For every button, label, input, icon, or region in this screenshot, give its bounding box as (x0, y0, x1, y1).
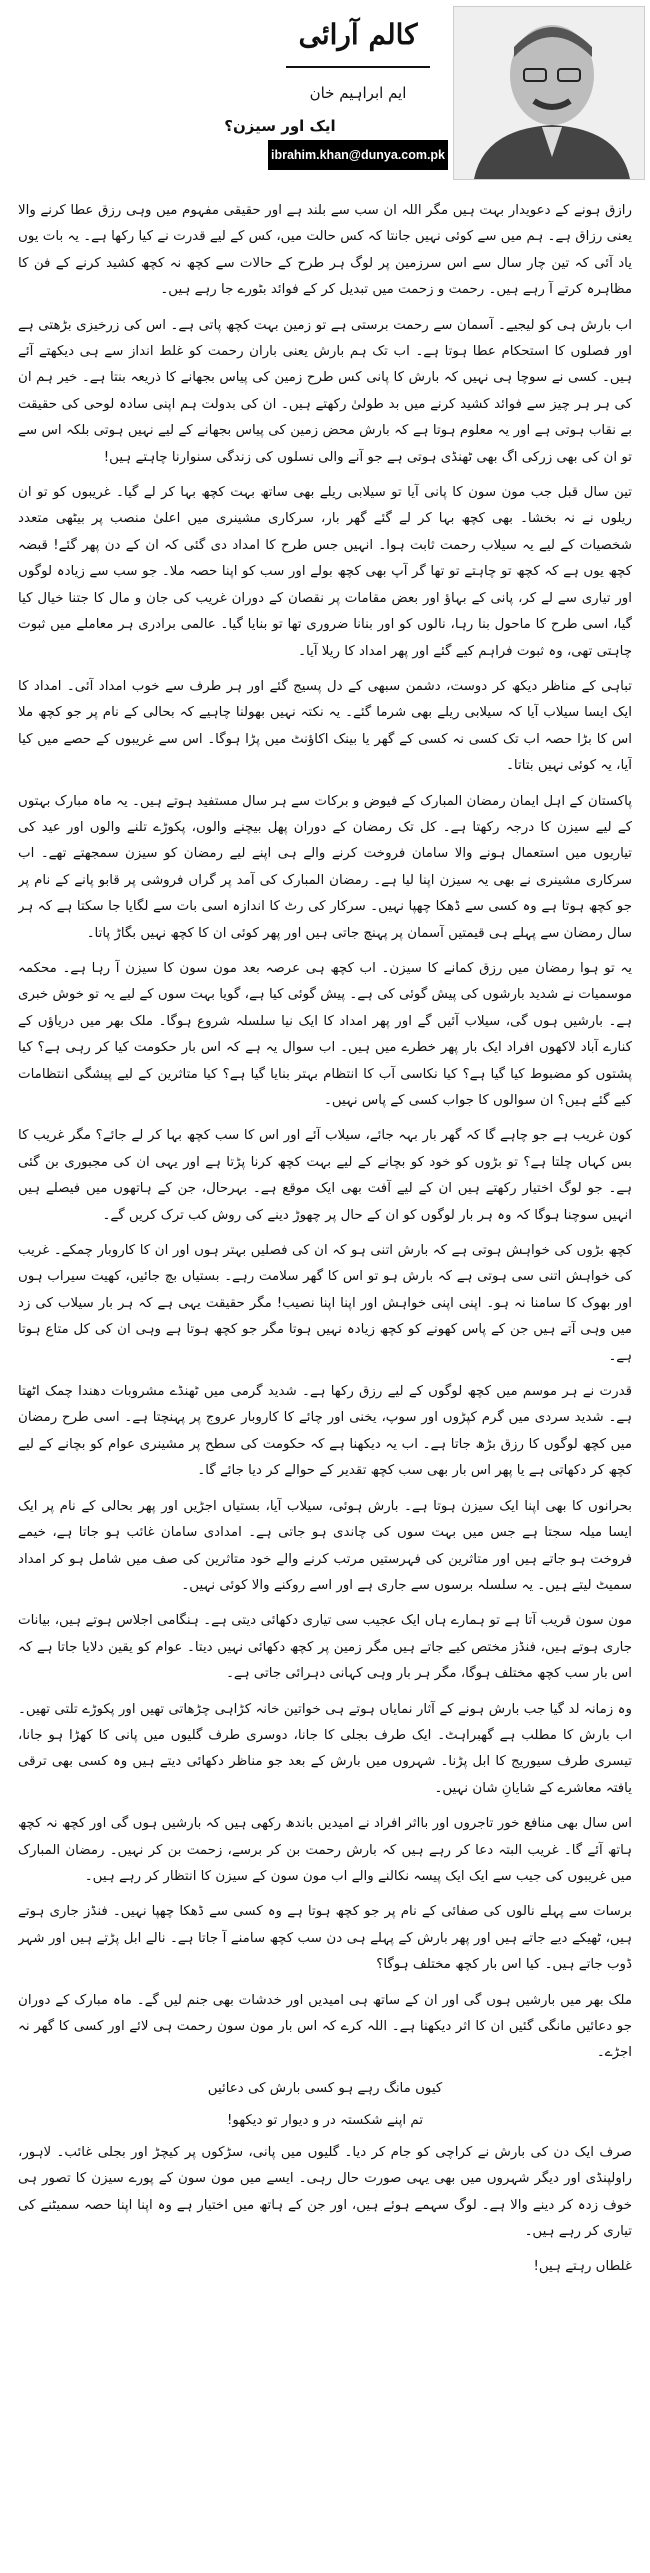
paragraph: یہ تو ہوا رمضان میں رزق کمانے کا سیزن۔ اب کچھ ہی عرصہ بعد مون سون کا سیزن آ رہا ہے۔ محکمہ موسمیات نے شدید بارشوں کی پیش گوئی کی ہے۔ پیش گوئی کیا ہے، گویا بہت سوں کے لیے یہ تو خوش خبری ہے۔ بارشیں ہوں گی، سیلاب آئیں گے اور پھر امداد کا ایک نیا سلسلہ شروع ہوگا۔ ملک بھر میں دریاؤں کے کنارے آباد لاکھوں افراد ایک بار پھر خطرے میں ہیں۔ اب سوال یہ ہے کہ اس بار حکومت کیا کر رہی ہے؟ کیا پشتوں کو مضبوط کیا گیا ہے؟ کیا نکاسی آب کا انتظام بہتر بنایا گیا ہے؟ کیا متاثرین کے لیے پیشگی انتظامات کیے گئے ہیں؟ ان سوالوں کا جواب کسی کے پاس نہیں۔ (18, 960, 632, 1108)
paragraph: کون غریب ہے جو چاہے گا کہ گھر بار بہہ جائے، سیلاب آئے اور اس کا سب کچھ بہا کر لے جائے؟ مگر غریب کا بس کہاں چلتا ہے؟ تو بڑوں کو خود کو بچانے کے لیے بہت کچھ کرنا پڑتا ہے اور یہی ان کی مجبوری بن گئی ہے۔ جو لوگ اختیار رکھتے ہیں ان کے لیے آفت بھی ایک موقع ہے۔ بہرحال، جن کے ہاتھوں میں فیصلے ہیں انہیں سوچنا ہوگا کہ وہ ہر بار لوگوں کو ان کے حال پر چھوڑ دینے کی روش کب ترک کریں گے۔ (18, 1128, 632, 1223)
paragraph: تین سال قبل جب مون سون کا پانی آیا تو سیلابی ریلے بھی ساتھ بہت کچھ بہا کر لے گیا۔ غریبوں کو تو ان ریلوں نے نہ بخشا۔ بھی کچھ بہا کر لے گئے گھر بار، سرکاری مشینری میں اعلیٰ منصب پر بیٹھی متعدد شخصیات کے لیے یہ سیلاب رحمت ثابت ہوا۔ انہیں جس طرح کا امداد دی گئی کہ ان کے دن پھر گئے! قبضہ کچھ یوں ہے کہ کچھ تو چاہتے تو تھا گر آپ بھی کچھ بولے اور سب کو اپنا حصہ ملا۔ جو سب سے زیادہ لوگوں اور تیاری سے لے کر، پانی کے بہاؤ اور بعض مقامات پر نقصان کے دوران غریب کی جان و مال کا جتنا خیال کیا گیا، اسی طرح کا ماحول بنا رہا، نالوں کو اور بنانا ضروری تھا تو بنایا گیا۔ عالمی برادری ہر معاملے میں ثبوت چاہتی تھی، وہ ثبوت فراہم کیے گئے اور پھر امداد کا ریلا آیا۔ (18, 485, 632, 659)
paragraph: مون سون قریب آتا ہے تو ہمارے ہاں ایک عجیب سی تیاری دکھائی دیتی ہے۔ ہنگامی اجلاس ہوتے ہیں، بیانات جاری ہوتے ہیں، فنڈز مختص کیے جاتے ہیں مگر زمین پر کچھ دکھائی نہیں دیتا۔ عوام کو یقین دلایا جاتا ہے کہ اس بار سب کچھ مختلف ہوگا، مگر ہر بار وہی کہانی دہرائی جاتی ہے۔ (18, 1613, 632, 1682)
paragraph: تباہی کے مناظر دیکھ کر دوست، دشمن سبھی کے دل پسیج گئے اور ہر طرف سے خوب امداد آئی۔ امداد کا ایک ایسا سیلاب آیا کہ سیلابی ریلے بھی شرما گئے۔ یہ نکتہ نہیں بھولنا چاہیے کہ بحالی کے نام پر جو کچھ ملا اس کا بڑا حصہ اب تک کسی نہ کسی کے گھر یا بینک اکاؤنٹ میں پڑا ہوگا۔ اس سے غریبوں کے حصے میں کیا آیا، یہ کوئی نہیں بتاتا۔ (18, 678, 632, 774)
paragraph: غلطاں رہتے ہیں! (533, 2259, 632, 2275)
paragraph: رازق ہونے کے دعویدار بہت ہیں مگر اللہ ان سب سے بلند ہے اور حقیقی مفہوم میں وہی رزق عطا کرنے والا یعنی رزاق ہے۔ ہم میں سے کوئی نہیں جانتا کہ کس حالت میں، کس کے لیے قدرت نے کیا رکھا ہے۔ یہ بات یوں یاد آئی کہ تین چار سال سے اس سرزمین پر لوگ ہر طرح کے حالات سے کچھ نہ کچھ کشید کرنے کے فن کا مظاہرہ کرتے آ رہے ہیں۔ رحمت و زحمت میں تبدیل کر کے فوائد بٹورے جا رہے ہیں۔ (18, 203, 632, 298)
column-masthead (0, 0, 650, 190)
author-email[interactable]: ibrahim.khan@dunya.com.pk (268, 140, 448, 170)
paragraph: برسات سے پہلے نالوں کی صفائی کے نام پر جو کچھ ہوتا ہے وہ کسی سے ڈھکا چھپا نہیں۔ فنڈز جاری ہوتے ہیں، ٹھیکے دیے جاتے ہیں اور پھر بارش کے پہلے ہی دن سب کچھ سامنے آ جاتا ہے۔ نالے ابل پڑتے ہیں اور شہر ڈوب جاتے ہیں۔ کیا اس بار کچھ مختلف ہوگا؟ (18, 1904, 632, 1973)
verse-line: کیوں مانگ رہے ہو کسی بارش کی دعائیں (207, 2080, 443, 2096)
paragraph: صرف ایک دن کی بارش نے کراچی کو جام کر دیا۔ گلیوں میں پانی، سڑکوں پر کیچڑ اور بجلی غائب۔ لاہور، راولپنڈی اور دیگر شہروں میں بھی یہی صورت حال رہی۔ ایسے میں مون سون کے پورے سیزن کا تصور ہی خوف زدہ کر دینے والا ہے۔ لوگ سہمے ہوئے ہیں، اور جن کے ہاتھ میں اختیار ہے وہ اپنا اپنا حصہ سمیٹنے کی تیاری کر رہے ہیں۔ (18, 2144, 632, 2240)
paragraph: قدرت نے ہر موسم میں کچھ لوگوں کے لیے رزق رکھا ہے۔ شدید گرمی میں ٹھنڈے مشروبات دھندا چمک اٹھتا ہے۔ شدید سردی میں گرم کپڑوں اور سوپ، یخنی اور چائے کا کاروبار عروج پر پہنچتا ہے۔ اسی طرح رمضان میں کچھ لوگوں کا رزق بڑھ جاتا ہے۔ اب یہ دیکھنا ہے کہ حکومت کی سطح پر مشینری عوام کو بچانے کے لیے کچھ کر دکھاتی ہے یا پھر اس بار بھی سب کچھ تقدیر کے حوالے کر دیا جائے گا۔ (18, 1384, 632, 1479)
author-name: ایم ابراہیم خان (309, 84, 407, 102)
column-name: کالم آرائی (298, 18, 418, 51)
author-portrait-icon (454, 7, 644, 179)
author-photo (453, 6, 645, 180)
verse-line: تم اپنے شکستہ در و دیوار تو دیکھو! (226, 2112, 424, 2128)
paragraph: کچھ بڑوں کی خواہش ہوتی ہے کہ بارش اتنی ہو کہ ان کی فصلیں بہتر ہوں اور ان کا کاروبار چمکے۔ غریب کی خواہش اتنی سی ہوتی ہے کہ بارش ہو تو اس کا گھر سلامت رہے۔ بستیاں بچ جائیں، کھیت سیراب ہوں اور بھوک کا سامنا نہ ہو۔ اپنی اپنی خواہش اور اپنا اپنا نصیب! مگر حقیقت یہی ہے کہ ہر بار سیلاب کی زد میں وہی آتے ہیں جن کے پاس کھونے کو کچھ زیادہ نہیں ہوتا مگر جو کچھ ہوتا ہے وہی ان کی کل متاع ہوتا ہے۔ (18, 1243, 632, 1364)
paragraph: اس سال بھی منافع خور تاجروں اور بااثر افراد نے امیدیں باندھ رکھی ہیں کہ بارشیں ہوں گی اور کچھ نہ کچھ ہاتھ آئے گا۔ غریب البتہ دعا کر رہے ہیں کہ بارش رحمت بن کر برسے، زحمت بن کر نہیں۔ رمضان المبارک میں غریبوں کی جیب سے ایک ایک پیسہ نکالنے والے اب مون سون کے سیزن کا انتظار کر رہے ہیں۔ (18, 1816, 632, 1884)
paragraph: ملک بھر میں بارشیں ہوں گی اور ان کے ساتھ ہی امیدیں اور خدشات بھی جنم لیں گے۔ ماہ مبارک کے دوران جو دعائیں مانگی گئیں ان کا اثر دیکھنا ہے۔ اللہ کرے کہ اس بار مون سون رحمت ہی لائے اور کسی کا گھر نہ اجڑے۔ (18, 1992, 632, 2061)
paragraph: اب بارش ہی کو لیجیے۔ آسمان سے رحمت برستی ہے تو زمین بہت کچھ پاتی ہے۔ اس کی زرخیزی بڑھتی ہے اور فصلوں کا استحکام عطا ہوتا ہے۔ اب تک ہم بارش یعنی باران رحمت کو غلط انداز سے ہی دیکھتے آئے ہیں۔ کسی نے سوچا ہی نہیں کہ بارش کا پانی کس طرح زمین کی پیاس بجھانے کا ذریعہ بنتا ہے۔ خیر ہم ان کی ہر ہر چیز سے فوائد کشید کرنے میں بد طولیٰ رکھتے ہیں۔ ان کی بدولت ہم اپنی سادہ لوحی کی حقیقت بے نقاب ہوتی ہے اور یہ معلوم ہوتا ہے کہ بارش محض زمین کی پیاس بجھانے کے لیے نہیں ہوتی بلکہ اس سے تو ان کی بھی زرکی اگ بھی ٹھنڈی ہوتی ہے جو آنے والی نسلوں کی زندگی سنوارنا چاہتے ہیں! (18, 317, 632, 465)
paragraph: بحرانوں کا بھی اپنا ایک سیزن ہوتا ہے۔ بارش ہوئی، سیلاب آیا، بستیاں اجڑیں اور پھر بحالی کے نام پر ایک ایسا میلہ سجتا ہے جس میں بہت سوں کی چاندی ہو جاتی ہے۔ امدادی سامان غائب ہو جاتا ہے، خیمے فروخت ہو جاتے ہیں اور متاثرین کی فہرستیں مرتب کرنے والے خود متاثرین کی صف میں شامل ہو کر امداد سمیٹ لیتے ہیں۔ یہ سلسلہ برسوں سے جاری ہے اور اسے روکنے والا کوئی نہیں۔ (18, 1498, 632, 1593)
article-body (18, 198, 632, 2558)
paragraph: وہ زمانہ لد گیا جب بارش ہونے کے آثار نمایاں ہوتے ہی خواتین خانہ کڑاہی چڑھاتی تھیں اور پکوڑے تلتی تھیں۔ اب بارش کا مطلب ہے گھبراہٹ۔ ایک طرف بجلی کا جانا، دوسری طرف گلیوں میں پانی کا کھڑا ہو جانا، تیسری طرف سیوریج کا ابل پڑنا۔ شہروں میں بارش کے بعد جو مناظر دکھائی دیتے ہیں وہ کسی بھی ترقی یافتہ معاشرے کے شایانِ شان نہیں۔ (18, 1701, 632, 1796)
article-title: ایک اور سیزن؟ (224, 117, 336, 135)
paragraph: پاکستان کے اہل ایمان رمضان المبارک کے فیوض و برکات سے ہر سال مستفید ہوتے ہیں۔ یہ ماہ مبارک بہتوں کے لیے سیزن کا درجہ رکھتا ہے۔ کل تک رمضان کے دوران پھل بیچنے والوں، پکوڑے تلنے والوں اور عید کی تیاریوں میں استعمال ہونے والا سامان فروخت کرنے والے ہی اپنے لیے رمضان کو سیزن سمجھتے تھے۔ اب سرکاری مشینری نے بھی یہ سیزن اپنا لیا ہے۔ رمضان المبارک کی آمد پر گراں فروشی پر قابو پانے کے نام پر جو کچھ ہوتا ہے وہ کسی سے ڈھکا چھپا نہیں۔ سرکار کی رٹ کا اندازہ اسی بات سے لگایا جا سکتا ہے کہ ہر سال رمضان سے پہلے ہی قیمتیں آسمان پر پہنچ جاتی ہیں اور پھر کوئی ان کا کچھ نہیں بگاڑ پاتا۔ (18, 793, 632, 941)
brand-divider (286, 66, 430, 68)
